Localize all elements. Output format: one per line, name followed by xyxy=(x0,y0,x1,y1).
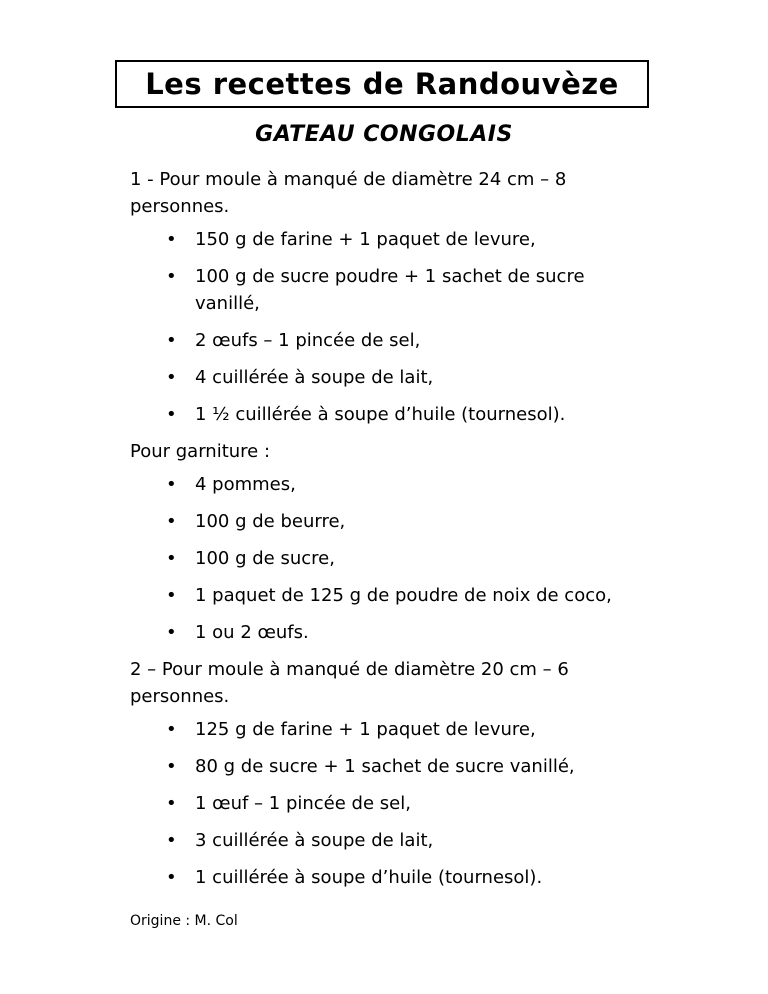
list-item: • 2 œufs – 1 pincée de sel, xyxy=(130,327,650,354)
list-item: • 1 ½ cuillérée à soupe d’huile (tournesol). xyxy=(130,401,650,428)
list-item: • 100 g de sucre poudre + 1 sachet de sucre vanillé, xyxy=(130,263,650,317)
section1-intro: 1 - Pour moule à manqué de diamètre 24 cm – 8 personnes. xyxy=(130,169,567,217)
list-item: • 1 cuillérée à soupe d’huile (tournesol). xyxy=(130,864,650,891)
list-item: • 1 œuf – 1 pincée de sel, xyxy=(130,790,650,817)
list-item: • 1 paquet de 125 g de poudre de noix de coco, xyxy=(130,582,650,609)
page-title: Les recettes de Randouvèze xyxy=(145,67,619,101)
section1-ingredient-list xyxy=(130,226,650,428)
recipe-content xyxy=(130,166,650,901)
list-item: • 80 g de sucre + 1 sachet de sucre vanillé, xyxy=(130,753,650,780)
list-item: • 150 g de farine + 1 paquet de levure, xyxy=(130,226,650,253)
garniture-ingredient-list xyxy=(130,471,650,646)
list-item: • 4 pommes, xyxy=(130,471,650,498)
section2-ingredient-list xyxy=(130,716,650,891)
list-item: • 100 g de sucre, xyxy=(130,545,650,572)
title-box xyxy=(115,60,649,108)
list-item: • 4 cuillérée à soupe de lait, xyxy=(130,364,650,391)
recipe-name: GATEAU CONGOLAIS xyxy=(255,122,513,147)
list-item: • 3 cuillérée à soupe de lait, xyxy=(130,827,650,854)
section2-intro: 2 – Pour moule à manqué de diamètre 20 cm – 6 personnes. xyxy=(130,659,569,707)
garniture-label: Pour garniture : xyxy=(130,441,271,462)
origin-note: Origine : M. Col xyxy=(130,913,238,929)
list-item: • 100 g de beurre, xyxy=(130,508,650,535)
list-item: • 1 ou 2 œufs. xyxy=(130,619,650,646)
list-item: • 125 g de farine + 1 paquet de levure, xyxy=(130,716,650,743)
